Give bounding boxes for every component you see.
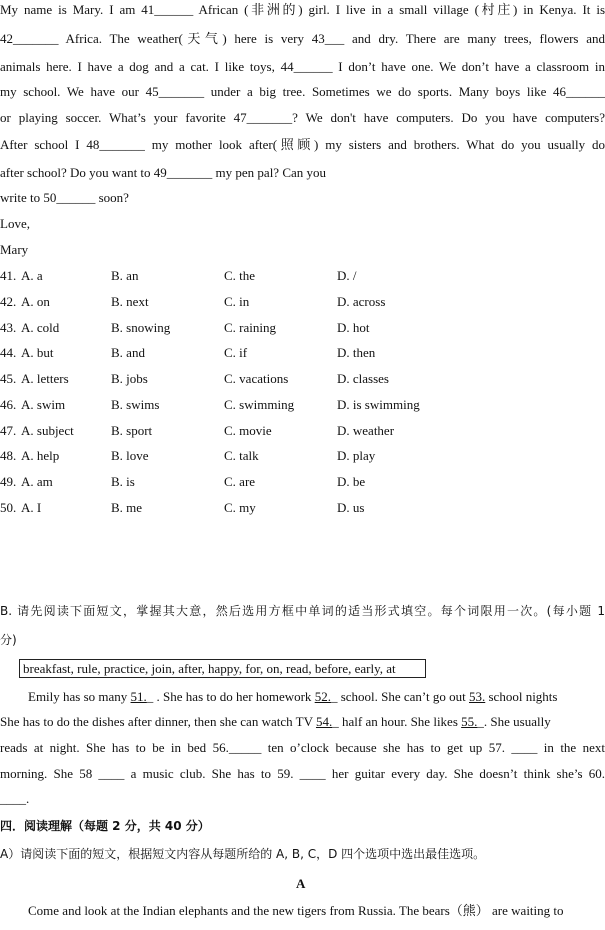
option-b: B. swims <box>111 397 160 412</box>
option-b: B. sport <box>111 423 153 438</box>
option-d: D. weather <box>337 423 395 438</box>
option-a: A. help <box>21 448 60 463</box>
question-number: 41. <box>0 268 17 283</box>
option-c: C. vacations <box>224 371 289 386</box>
question-number: 44. <box>0 345 17 360</box>
option-c: C. swimming <box>224 397 295 412</box>
passage-text: _ half an hour. She likes <box>332 714 462 729</box>
option-d: D. then <box>337 345 376 360</box>
passage-text: _ . She has to do her homework <box>146 689 315 704</box>
passage-a-line: Come and look at the Indian elephants and the new tigers from Russia. The bears（熊） are waiting to <box>28 903 564 918</box>
option-a: A. swim <box>21 397 66 412</box>
passage-b-line <box>28 689 557 705</box>
option-c: C. are <box>224 474 256 489</box>
section-b-instruction-cont: 分) <box>0 633 17 647</box>
section-b-instruction: B. 请先阅读下面短文，掌握其大意，然后选用方框中单词的适当形式填空。每个词限用一次。(每小题 1 <box>0 604 605 618</box>
question-number: 43. <box>0 320 17 335</box>
option-c: C. my <box>224 500 256 515</box>
question-number: 50. <box>0 500 17 515</box>
option-d: D. hot <box>337 320 370 335</box>
option-a: A. am <box>21 474 53 489</box>
letter-line: animals here. I have a dog and a cat. I like toys, 44______ I don’t have one. We don’t have a classroom in <box>0 59 605 74</box>
passage-text: _. She usually <box>477 714 551 729</box>
passage-b-line: reads at night. She has to be in bed 56._____ ten o’clock because she has to get up 57. ____ in the next <box>0 740 605 755</box>
section-instruction: A）请阅读下面的短文，根据短文内容从每题所给的 A, B, C，D 四个选项中选出最佳选项。 <box>0 847 486 861</box>
question-number: 48. <box>0 448 17 463</box>
blank-53: 53. <box>469 689 486 704</box>
blank-55: 55. <box>461 714 478 729</box>
option-a: A. a <box>21 268 43 283</box>
option-d: D. across <box>337 294 386 309</box>
letter-line: write to 50______ soon? <box>0 190 129 205</box>
blank-52: 52. <box>314 689 331 704</box>
passage-b-line: morning. She 58 ____ a music club. She has to 59. ____ her guitar every day. She doesn’t think she’s 60. <box>0 766 605 781</box>
question-number: 47. <box>0 423 17 438</box>
passage-text: Emily has so many <box>28 689 131 704</box>
passage-title: A <box>296 876 306 891</box>
option-b: B. and <box>111 345 145 360</box>
option-b: B. snowing <box>111 320 171 335</box>
option-a: A. but <box>21 345 54 360</box>
letter-line: After school I 48_______ my mother look after(照顾) my sisters and brothers. What do you usually do <box>0 137 605 152</box>
word-box-text: breakfast, rule, practice, join, after, happy, for, on, read, before, early, at <box>23 661 396 676</box>
passage-b-line: ____. <box>0 791 30 806</box>
passage-text: She has to do the dishes after dinner, then she can watch TV <box>0 714 316 729</box>
letter-line: my school. We have our 45_______ under a big tree. Sometimes we do sports. Many boys like 46______ <box>0 84 605 99</box>
letter-line: or playing soccer. What’s your favorite 47_______? We don't have computers. Do you have computers? <box>0 110 605 125</box>
blank-54: 54. <box>315 714 333 729</box>
option-c: C. movie <box>224 423 272 438</box>
option-a: A. subject <box>21 423 74 438</box>
option-b: B. jobs <box>111 371 148 386</box>
section-heading: 四．阅读理解（每题 2 分，共 40 分） <box>0 819 210 833</box>
letter-signature: Mary <box>0 242 29 257</box>
question-number: 46. <box>0 397 17 412</box>
blank-51: 51. <box>130 689 147 704</box>
letter-line: after school? Do you want to 49_______ my pen pal? Can you <box>0 165 327 180</box>
option-c: C. in <box>224 294 250 309</box>
passage-text: _ school. She can’t go out <box>330 689 469 704</box>
option-d: D. be <box>337 474 366 489</box>
option-d: D. is swimming <box>337 397 420 412</box>
option-c: C. if <box>224 345 248 360</box>
option-c: C. the <box>224 268 256 283</box>
option-a: A. on <box>21 294 50 309</box>
passage-text: school nights <box>485 689 558 704</box>
option-b: B. love <box>111 448 149 463</box>
question-number: 49. <box>0 474 17 489</box>
option-a: A. I <box>21 500 42 515</box>
letter-line: My name is Mary. I am 41______ African (非洲的) girl. I live in a small village (村庄) in Kenya. It is <box>0 2 605 17</box>
letter-line: 42_______ Africa. The weather(天气) here is very 43___ and dry. There are many trees, flowers and <box>0 31 605 46</box>
option-d: D. / <box>337 268 357 283</box>
passage-b-line <box>0 714 551 730</box>
question-number: 45. <box>0 371 17 386</box>
option-b: B. next <box>111 294 149 309</box>
option-b: B. me <box>111 500 143 515</box>
option-c: C. talk <box>224 448 259 463</box>
letter-closing: Love, <box>0 216 30 231</box>
option-c: C. raining <box>224 320 276 335</box>
option-d: D. us <box>337 500 365 515</box>
option-d: D. play <box>337 448 376 463</box>
option-b: B. is <box>111 474 135 489</box>
question-number: 42. <box>0 294 17 309</box>
option-a: A. letters <box>21 371 69 386</box>
option-d: D. classes <box>337 371 389 386</box>
option-a: A. cold <box>21 320 60 335</box>
option-b: B. an <box>111 268 139 283</box>
